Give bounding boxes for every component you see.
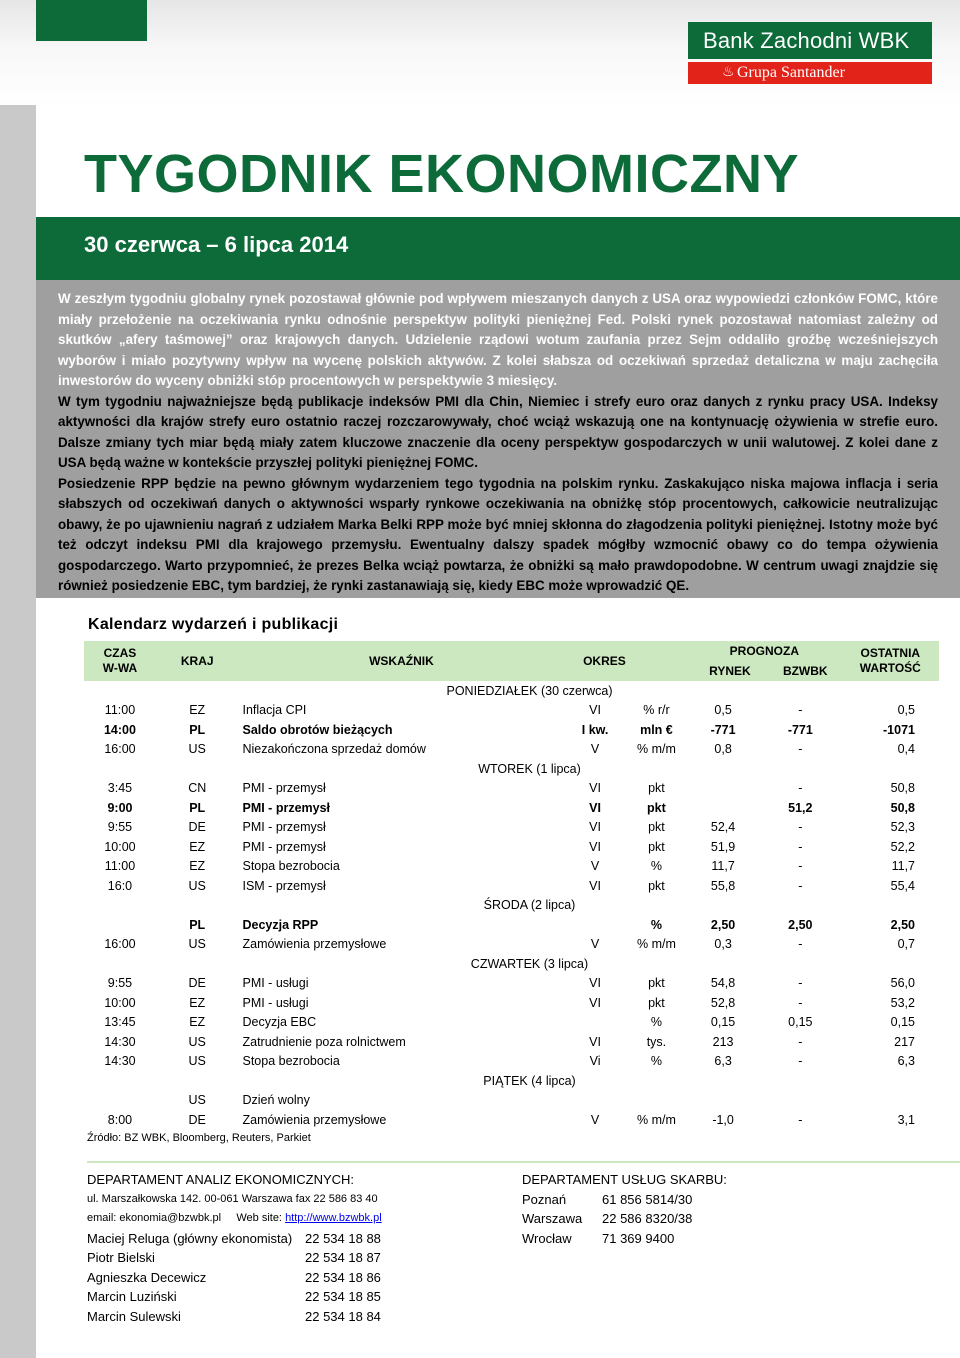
cell-indicator: Stopa bezrobocia: [242, 859, 340, 874]
cell-indicator: Saldo obrotów bieżących: [242, 722, 393, 737]
cell-bzwbk-forecast: -: [798, 878, 803, 893]
office-row: [522, 1229, 727, 1249]
table-row: [84, 915, 939, 935]
cell-country: EZ: [189, 839, 206, 854]
analysis-dept-title: DEPARTAMENT ANALIZ EKONOMICZNYCH:: [87, 1172, 355, 1187]
cell-market-forecast: 11,7: [711, 859, 735, 874]
cell-bzwbk-forecast: -: [798, 742, 803, 757]
cell-time: 16:00: [104, 742, 136, 757]
cell-country: DE: [188, 1112, 206, 1127]
cell-bzwbk-forecast: [759, 1091, 842, 1111]
cell-unit: %: [650, 1015, 662, 1030]
cell-last-value: 3,1: [897, 1112, 915, 1127]
cell-market-forecast: 52,4: [710, 820, 736, 835]
cell-time: 14:30: [104, 1034, 136, 1049]
cell-market-forecast: 55,8: [710, 878, 736, 893]
cell-indicator: Niezakończona sprzedaż domów: [242, 742, 426, 757]
header-forecast: [687, 641, 841, 681]
summary-paragraph-3: Posiedzenie RPP będzie na pewno głównym wydarzeniem tego tygodnia na polskim rynku. Zaskakująco niska majowa inflacja i seria słabszych od oczekiwań danych o aktywności wsparły rynkowe oczekiwania na obniżkę stóp procentowych, całkowicie neutralizując obawy, że po ujawnieniu nagrań z udziałem Marka Belki RPP może być mniej skłonna do złagodzenia polityki pieniężnej. Istotny może być też odczyt indeksu PMI dla krajowego przemysłu. Ewentualny dalszy spadek mógłby wzmocnić obawy co do tempa ożywienia gospodarczego. Warto przypomnieć, że prezes Belka wciąż powtarza, że obniżki są mało prawdopodobne. W centrum uwagi znajdzie się również posiedzenie EBC, tym bardziej, że rynki zastanawiają się, kiedy EBC może wprowadzić QE.: [58, 475, 938, 593]
cell-time: 14:30: [104, 1054, 136, 1069]
cell-last-value: 52,3: [890, 820, 915, 835]
office-city: Wrocław: [522, 1230, 572, 1246]
economist-name: Piotr Bielski: [87, 1250, 155, 1265]
cell-bzwbk-forecast: -: [798, 703, 803, 718]
economist-row: [87, 1307, 382, 1327]
footer-treasury-dept: [522, 1170, 727, 1248]
cell-bzwbk-forecast: -: [798, 1112, 803, 1127]
cell-indicator: Inflacja CPI: [242, 703, 307, 718]
page-title: TYGODNIK EKONOMICZNY: [84, 144, 800, 204]
cell-market-forecast: 51,9: [710, 839, 736, 854]
cell-market-forecast: -771: [710, 722, 736, 737]
cell-indicator: PMI - przemysł: [242, 820, 326, 835]
cell-last-value: -1071: [883, 722, 915, 737]
cell-market-forecast: 0,3: [714, 937, 732, 952]
cell-period: VI: [589, 839, 601, 854]
cell-unit: %: [650, 1054, 662, 1069]
table-row: [84, 701, 939, 721]
date-range: 30 czerwca – 6 lipca 2014: [84, 232, 349, 257]
cell-last-value: 50,8: [890, 781, 915, 796]
cell-last-value: 0,7: [897, 937, 915, 952]
cell-indicator: Stopa bezrobocia: [242, 1054, 340, 1069]
web-label: Web site:: [236, 1212, 286, 1224]
cell-time: 9:55: [107, 820, 133, 835]
header-country: KRAJ: [156, 641, 239, 681]
cell-country: EZ: [189, 859, 206, 874]
table-row: [84, 974, 939, 994]
cell-indicator: PMI - usługi: [242, 976, 309, 991]
cell-period: I kw.: [581, 722, 609, 737]
calendar-title: Kalendarz wydarzeń i publikacji: [88, 616, 339, 633]
day-label: ŚRODA (2 lipca): [483, 898, 576, 913]
cell-bzwbk-forecast: -: [798, 1054, 803, 1069]
cell-unit: mln €: [640, 722, 673, 737]
cell-unit: % m/m: [636, 1112, 676, 1127]
table-header-row: [84, 641, 939, 681]
cell-unit: pkt: [648, 781, 665, 796]
header-last-value: OSTATNIA WARTOŚĆ: [842, 641, 939, 681]
cell-country: US: [188, 937, 206, 952]
table-row: [84, 1052, 939, 1072]
cell-country: PL: [189, 800, 206, 815]
address: ul. Marszałkowska 142. 00-061 Warszawa fax 22 586 83 40: [87, 1192, 378, 1205]
bank-logo: [688, 22, 932, 84]
cell-bzwbk-forecast: 0,15: [788, 1015, 813, 1030]
cell-period: V: [590, 1112, 600, 1127]
cell-unit: pkt: [648, 878, 665, 893]
cell-market-forecast: 52,8: [710, 995, 736, 1010]
table-row: [84, 935, 939, 955]
cell-period: V: [590, 742, 600, 757]
cell-country: CN: [188, 781, 207, 796]
cell-bzwbk-forecast: -771: [787, 722, 813, 737]
cell-last-value: 53,2: [890, 995, 915, 1010]
cell-time: 13:45: [104, 1015, 136, 1030]
cell-period: VI: [589, 781, 601, 796]
cell-unit: pkt: [648, 820, 665, 835]
cell-indicator: ISM - przemysł: [242, 878, 326, 893]
cell-indicator: PMI - przemysł: [242, 839, 326, 854]
cell-indicator: PMI - usługi: [242, 995, 309, 1010]
economist-phone: 22 534 18 85: [305, 1289, 381, 1304]
cell-country: EZ: [189, 995, 206, 1010]
cell-unit: [626, 1091, 687, 1111]
economist-row: [87, 1229, 382, 1249]
cell-time: 10:00: [104, 839, 136, 854]
cell-time: 16:0: [107, 878, 133, 893]
cell-indicator: Zamówienia przemysłowe: [242, 1112, 387, 1127]
cell-last-value: 6,3: [897, 1054, 915, 1069]
cell-unit: tys.: [646, 1034, 667, 1049]
cell-market-forecast: 6,3: [714, 1054, 732, 1069]
cell-last-value: 50,8: [890, 800, 915, 815]
cell-period: V: [590, 937, 600, 952]
table-row: [84, 720, 939, 740]
day-header-row: [84, 954, 939, 974]
day-label: PIĄTEK (4 lipca): [483, 1073, 576, 1088]
economist-phone: 22 534 18 84: [305, 1308, 381, 1324]
cell-country: DE: [188, 820, 206, 835]
economist-name: Maciej Reluga (główny ekonomista): [87, 1230, 293, 1246]
cell-period: VI: [589, 1034, 601, 1049]
cell-time: 8:00: [107, 1112, 133, 1127]
cell-time: 3:45: [107, 781, 133, 796]
header-forecast-label: PROGNOZA: [729, 644, 800, 658]
cell-country: EZ: [189, 703, 206, 718]
cell-time: 10:00: [104, 995, 136, 1010]
economist-list: [87, 1229, 382, 1327]
source-note: Źródło: BZ WBK, Bloomberg, Reuters, Parkiet: [87, 1132, 311, 1144]
header-indicator: WSKAŹNIK: [238, 641, 564, 681]
economist-phone: 22 534 18 88: [305, 1230, 381, 1246]
cell-country: US: [188, 1054, 206, 1069]
cell-bzwbk-forecast: -: [798, 995, 803, 1010]
day-label: WTOREK (1 lipca): [478, 761, 581, 776]
cell-bzwbk-forecast: -: [798, 937, 803, 952]
office-phone: 71 369 9400: [602, 1230, 675, 1246]
cell-country: US: [188, 742, 206, 757]
cell-time: 11:00: [104, 859, 136, 874]
cell-time: 16:00: [104, 937, 136, 952]
cell-last-value: 11,7: [891, 859, 915, 874]
cell-unit: pkt: [647, 800, 666, 815]
cell-bzwbk-forecast: 51,2: [788, 800, 813, 815]
cell-last-value: 2,50: [890, 917, 915, 932]
cell-country: US: [188, 1093, 206, 1108]
office-row: [522, 1209, 727, 1229]
economist-name: Marcin Luziński: [87, 1289, 177, 1304]
cell-market-forecast: 0,5: [714, 703, 732, 718]
office-city: Poznań: [522, 1191, 567, 1207]
office-list: [522, 1190, 727, 1249]
cell-indicator: Decyzja RPP: [242, 917, 319, 932]
office-phone: 61 856 5814/30: [602, 1191, 693, 1207]
economist-phone: 22 534 18 86: [305, 1269, 381, 1285]
website-link[interactable]: http://www.bzwbk.pl: [285, 1212, 382, 1224]
cell-market-forecast: 2,50: [710, 917, 736, 932]
table-row: [84, 818, 939, 838]
day-header-row: [84, 1071, 939, 1091]
cell-market-forecast: 54,8: [710, 976, 736, 991]
header-market: RYNEK: [709, 664, 751, 678]
cell-last-value: [842, 1091, 939, 1111]
treasury-dept-title: DEPARTAMENT USŁUG SKARBU:: [522, 1172, 727, 1187]
cell-period: VI: [589, 976, 601, 991]
cell-country: EZ: [189, 1015, 206, 1030]
cell-period: V: [590, 859, 600, 874]
cell-unit: %: [650, 859, 662, 874]
cell-market-forecast: 213: [712, 1034, 734, 1049]
summary-text: [58, 289, 938, 597]
cell-bzwbk-forecast: -: [798, 1034, 803, 1049]
cell-period: VI: [589, 995, 601, 1010]
cell-unit: % m/m: [636, 742, 676, 757]
table-row: [84, 1091, 939, 1111]
cell-unit: pkt: [648, 995, 665, 1010]
summary-paragraph-1: W zeszłym tygodniu globalny rynek pozostawał głównie pod wpływem mieszanych danych z USA oraz wypowiedzi członków FOMC, które miały przełożenie na oczekiwania rynku odnośnie perspektyw polityki pieniężnej Fed. Polski rynek pozostawał natomiast zależny od skutków „afery taśmowej” oraz krajowych danych. Udzielenie rządowi wotum zaufania przez Sejm oddaliło groźbę wcześniejszych wyborów i miało pozytywny wpływ na wycenę polskich aktywów. Z kolei słabsza od oczekiwań sprzedaż detaliczna w maju zachęciła inwestorów do wyceny obniżki stóp procentowych w perspektywie 3 miesięcy.: [58, 291, 938, 388]
cell-indicator: Dzień wolny: [242, 1093, 310, 1108]
cell-market-forecast: [687, 798, 759, 818]
cell-last-value: 0,5: [897, 703, 915, 718]
table-row: [84, 1110, 939, 1130]
header-period: OKRES: [564, 641, 625, 681]
footer-divider: [87, 1161, 960, 1163]
economist-row: [87, 1268, 382, 1288]
cell-unit: pkt: [648, 839, 665, 854]
economist-name: Agnieszka Decewicz: [87, 1269, 207, 1285]
table-row: [84, 993, 939, 1013]
table-row: [84, 740, 939, 760]
cell-last-value: 55,4: [890, 878, 915, 893]
cell-unit: % r/r: [643, 703, 670, 718]
cell-last-value: 0,4: [897, 742, 915, 757]
table-row: [84, 798, 939, 818]
cell-period: Vi: [589, 1054, 601, 1069]
day-label: CZWARTEK (3 lipca): [470, 956, 589, 971]
header-bzwbk: BZWBK: [782, 664, 828, 678]
cell-time: 9:55: [107, 976, 133, 991]
cell-bzwbk-forecast: -: [798, 820, 803, 835]
cell-bzwbk-forecast: -: [798, 839, 803, 854]
table-row: [84, 1032, 939, 1052]
cell-market-forecast: [687, 1091, 759, 1111]
left-margin-strip: [0, 105, 36, 1358]
table-row: [84, 837, 939, 857]
cell-last-value: 52,2: [890, 839, 915, 854]
table-row: [84, 857, 939, 877]
cell-period: VI: [589, 703, 601, 718]
cell-unit: %: [650, 917, 662, 932]
cell-last-value: 217: [894, 1034, 915, 1049]
logo-group-name: [688, 62, 932, 84]
cell-time: [84, 915, 156, 935]
cell-time: 14:00: [103, 722, 136, 737]
day-label: PONIEDZIAŁEK (30 czerwca): [446, 683, 613, 698]
cell-period: [564, 1013, 625, 1033]
day-header-row: [84, 681, 939, 701]
cell-market-forecast: 0,15: [710, 1015, 736, 1030]
office-phone: 22 586 8320/38: [602, 1211, 693, 1226]
cell-indicator: Zatrudnienie poza rolnictwem: [242, 1034, 406, 1049]
cell-bzwbk-forecast: -: [798, 859, 803, 874]
cell-period: VI: [589, 878, 601, 893]
cell-bzwbk-forecast: 2,50: [788, 917, 813, 932]
cell-period: VI: [589, 820, 601, 835]
cell-period: [564, 1091, 625, 1111]
cell-period: VI: [589, 800, 601, 815]
office-city: Warszawa: [522, 1211, 583, 1226]
table-row: [84, 1013, 939, 1033]
corner-tab: [36, 0, 147, 41]
table-row: [84, 779, 939, 799]
email-text: email: ekonomia@bzwbk.pl: [87, 1212, 222, 1224]
cell-indicator: Zamówienia przemysłowe: [242, 937, 387, 952]
cell-indicator: Decyzja EBC: [242, 1015, 317, 1030]
cell-time: [84, 1091, 156, 1111]
header-time: CZAS W-WA: [84, 641, 156, 681]
cell-unit: % m/m: [636, 937, 676, 952]
cell-bzwbk-forecast: -: [798, 976, 803, 991]
cell-country: PL: [189, 917, 206, 932]
cell-period: [564, 915, 625, 935]
cell-country: PL: [189, 722, 206, 737]
economist-row: [87, 1248, 382, 1268]
cell-time: 11:00: [104, 703, 136, 718]
day-header-row: [84, 896, 939, 916]
summary-paragraph-2: W tym tygodniu najważniejsze będą publikacje indeksów PMI dla Chin, Niemiec i strefy euro oraz danych z rynku pracy USA. Indeksy aktywności dla krajów strefy euro ostatnio raczej rozczarowywały, choć wciąż wskazują one na kontynuację ożywienia w strefie euro. Dalsze zmiany tych miar będą miały zatem kluczowe znaczenie dla oceny perspektyw gospodarczych w unii walutowej. Z kolei dane z USA będą ważne w kontekście przyszłej polityki pieniężnej FOMC.: [58, 393, 938, 470]
contact-line: [87, 1209, 382, 1229]
economist-row: [87, 1287, 382, 1307]
day-header-row: [84, 759, 939, 779]
cell-market-forecast: -1,0: [712, 1112, 734, 1127]
office-row: [522, 1190, 727, 1210]
footer-analysis-dept: [87, 1170, 382, 1326]
cell-last-value: 56,0: [890, 976, 915, 991]
calendar-table: [84, 641, 939, 1130]
cell-indicator: PMI - przemysł: [242, 781, 326, 796]
economist-name: Marcin Sulewski: [87, 1308, 181, 1324]
header-unit: [626, 641, 687, 681]
logo-group-label: Grupa Santander: [737, 64, 845, 81]
cell-last-value: 0,15: [890, 1015, 915, 1030]
cell-time: 9:00: [107, 800, 133, 815]
economist-phone: 22 534 18 87: [305, 1250, 381, 1265]
logo-bank-name: Bank Zachodni WBK: [688, 22, 932, 59]
cell-country: US: [188, 878, 206, 893]
cell-indicator: PMI - przemysł: [242, 800, 331, 815]
cell-country: DE: [188, 976, 206, 991]
flame-icon: ♨: [722, 65, 735, 80]
cell-country: US: [188, 1034, 206, 1049]
cell-market-forecast: 0,8: [714, 742, 732, 757]
cell-market-forecast: [687, 779, 759, 799]
cell-bzwbk-forecast: -: [798, 781, 803, 796]
cell-unit: pkt: [648, 976, 665, 991]
table-row: [84, 876, 939, 896]
